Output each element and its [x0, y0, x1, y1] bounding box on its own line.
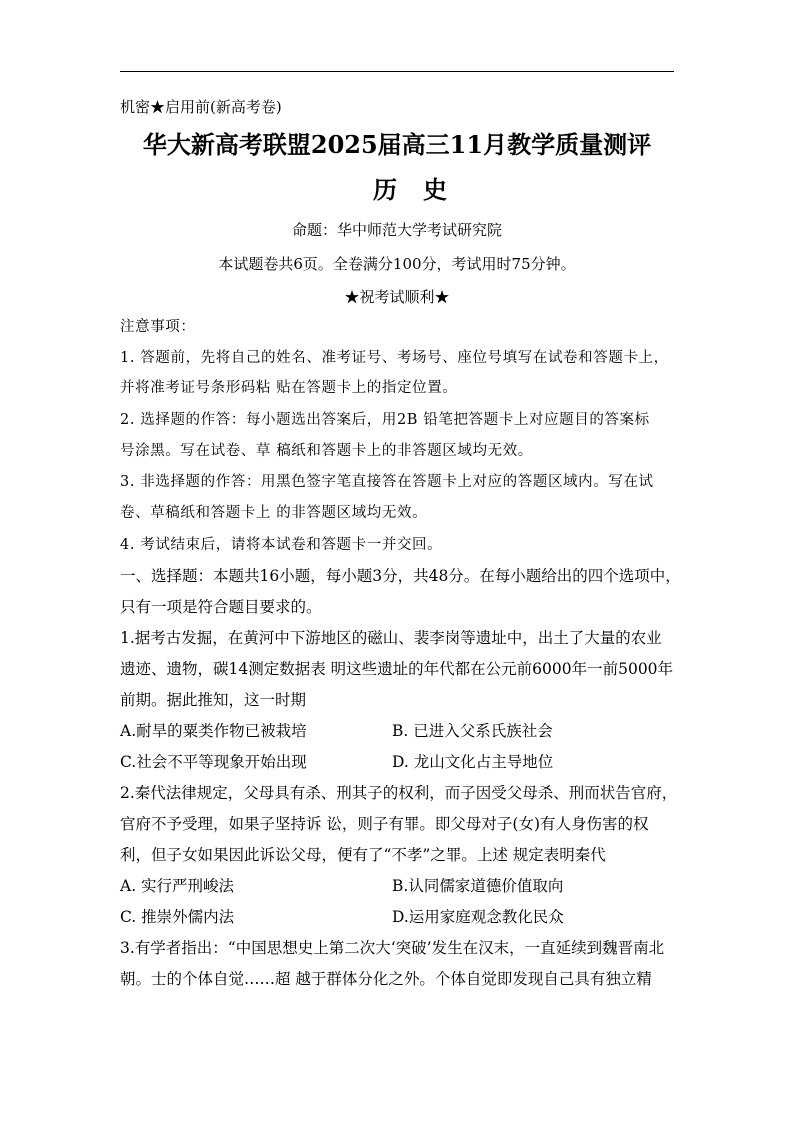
- info-line: 本试题卷共6页。全卷满分100分，考试用时75分钟。: [218, 255, 576, 273]
- notice-line: 号涂黑。写在试卷、草 稿纸和答题卡上的非答题区域均无效。: [120, 443, 533, 459]
- notice-line: 1. 答题前，先将自己的姓名、准考证号、考场号、座位号填写在试卷和答题卡上，: [120, 350, 669, 366]
- question-1-stem-line: 遗迹、遗物，碳14测定数据表 明这些遗址的年代都在公元前6000年一前5000年: [120, 660, 674, 678]
- question-1-option-c: C.社会不平等现象开始出现: [120, 753, 307, 771]
- notice-heading: 注意事项：: [120, 319, 196, 335]
- subject-title: 历史: [373, 175, 473, 204]
- question-1-option-a: A.耐旱的粟类作物已被栽培: [120, 722, 307, 740]
- notice-line: 4. 考试结束后，请将本试卷和答题卡一并交回。: [120, 537, 443, 553]
- exam-title: 华大新高考联盟2025届高三11月教学质量测评: [142, 130, 652, 159]
- notice-line: 2. 选择题的作答：每小题选出答案后，用2B 铅笔把答题卡上对应题目的答案标: [120, 412, 650, 428]
- notice-line: 卷、草稿纸和答题卡上 的非答题区域均无效。: [120, 505, 428, 521]
- question-2-option-c: C. 推崇外儒内法: [120, 908, 235, 926]
- question-1-option-b: B. 已进入父系氏族社会: [392, 722, 553, 740]
- secret-label: 机密★启用前(新高考卷): [120, 98, 282, 116]
- question-2-stem-line: 官府不予受理，如果子坚持诉 讼，则子有罪。即父母对子(女)有人身伤害的权: [120, 815, 649, 833]
- question-1-stem-line: 1.据考古发掘，在黄河中下游地区的磁山、裴李岗等遗址中，出土了大量的农业: [120, 629, 662, 647]
- question-2-option-b: B.认同儒家道德价值取向: [392, 877, 564, 895]
- top-rule: [120, 71, 674, 72]
- question-1-option-d: D. 龙山文化占主导地位: [392, 753, 554, 771]
- section-heading-line: 只有一项是符合题目要求的。: [120, 598, 322, 616]
- question-3-stem-line: 3.有学者指出：“中国思想史上第二次大‘突破’发生在汉末，一直延续到魏晋南北: [120, 939, 665, 957]
- section-heading-line: 一、选择题：本题共16小题，每小题3分，共48分。在每小题给出的四个选项中，: [120, 567, 681, 585]
- question-2-option-d: D.运用家庭观念教化民众: [392, 908, 564, 926]
- good-luck-line: ★祝考试顺利★: [344, 288, 450, 306]
- notice-line: 并将准考证号条形码粘 贴在答题卡上的指定位置。: [120, 380, 458, 396]
- question-2-stem-line: 2.秦代法律规定，父母具有杀、刑其子的权利，而子因受父母杀、刑而状告官府，: [120, 784, 678, 802]
- question-2-option-a: A. 实行严刑峻法: [120, 877, 235, 895]
- question-1-stem-line: 前期。据此推知，这一时期: [120, 691, 307, 709]
- author-line: 命题：华中师范大学考试研究院: [291, 221, 502, 239]
- question-3-stem-line: 朝。士的个体自觉……超 越于群体分化之外。个体自觉即发现自己具有独立精: [120, 970, 652, 988]
- question-2-stem-line: 利，但子女如果因此诉讼父母，便有了“不孝”之罪。上述 规定表明秦代: [120, 846, 606, 864]
- notice-line: 3. 非选择题的作答：用黑色签字笔直接答在答题卡上对应的答题区域内。写在试: [120, 474, 654, 490]
